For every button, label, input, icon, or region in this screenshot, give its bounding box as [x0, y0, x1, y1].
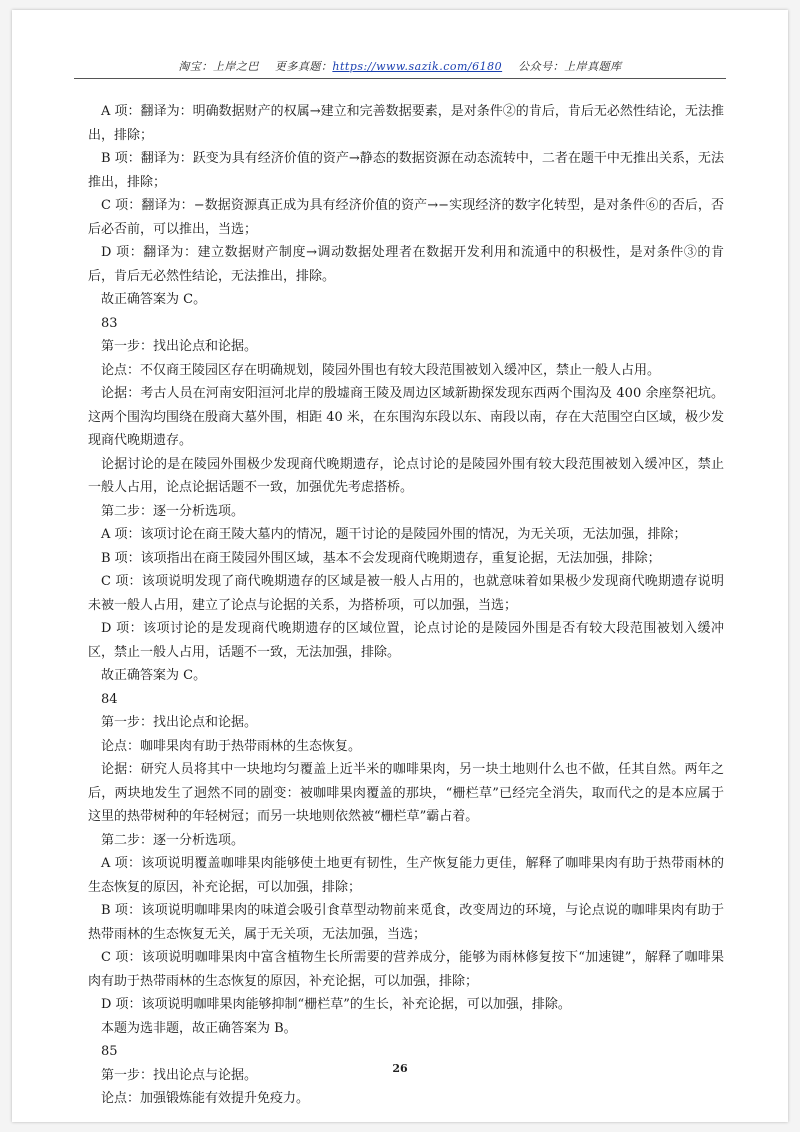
question-number: 84	[101, 691, 118, 707]
header-link[interactable]: https://www.sazik.com/6180	[332, 60, 503, 73]
paragraph: C 项：该项说明发现了商代晚期遗存的区域是被一般人占用的，也就意味着如果极少发现商代晚期遗存说明未被一般人占用，建立了论点与论据的关系，为搭桥项，可以加强，当选；	[88, 574, 724, 613]
paragraph: 第二步：逐一分析选项。	[101, 503, 245, 519]
paragraph: 论据讨论的是在陵园外围极少发现商代晚期遗存，论点讨论的是陵园外围有较大段范围被划入缓冲区，禁止一般人占用，论点论据话题不一致，加强优先考虑搭桥。	[88, 456, 724, 495]
paragraph: 论点：咖啡果肉有助于热带雨林的生态恢复。	[101, 738, 362, 754]
paragraph: 论点：不仅商王陵园区存在明确规划，陵园外围也有较大段范围被划入缓冲区，禁止一般人占用。	[101, 362, 661, 378]
question-number: 第一步：找出论点与论据。	[101, 1067, 258, 1083]
header-shop: 淘宝：上岸之巴	[178, 60, 259, 73]
paragraph: 本题为选非题，故正确答案为 B。	[101, 1020, 297, 1036]
paragraph: A 项：翻译为：明确数据财产的权属→建立和完善数据要素，是对条件②的肯后，肯后无必然性结论，无法推出，排除；	[88, 104, 724, 143]
paragraph: 论点：加强锻炼能有效提升免疫力。	[101, 1091, 310, 1106]
paragraph: 论据：研究人员将其中一块地均匀覆盖上近半米的咖啡果肉，另一块土地则什么也不做，任其自然。两年之后，两块地发生了迥然不同的剧变：被咖啡果肉覆盖的那块，“栅栏草”已经完全消失，取而代之的是本应属于这里的热带树种的年轻树冠；而另一块地则依然被“栅栏草”霸占着。	[88, 762, 724, 824]
paragraph: A 项：该项说明覆盖咖啡果肉能够使土地更有韧性，生产恢复能力更佳，解释了咖啡果肉有助于热带雨林的生态恢复的原因，补充论据，可以加强，排除；	[88, 856, 724, 895]
header-link-label: 更多真题：	[274, 60, 333, 73]
paragraph: D 项：该项说明咖啡果肉能够抑制“栅栏草”的生长，补充论据，可以加强，排除。	[101, 997, 571, 1012]
page-header	[12, 58, 788, 74]
paragraph: B 项：翻译为：跃变为具有经济价值的资产→静态的数据资源在动态流转中，二者在题干中无推出关系，无法推出，排除；	[88, 151, 724, 190]
paragraph: 故正确答案为 C。	[101, 292, 207, 307]
paragraph: D 项：该项讨论的是发现商代晚期遗存的区域位置，论点讨论的是陵园外围是否有较大段范围被划入缓冲区，禁止一般人占用，话题不一致，无法加强，排除。	[88, 621, 724, 660]
paragraph: 85	[101, 1044, 118, 1059]
paragraph: C 项：翻译为：−数据资源真正成为具有经济价值的资产→−实现经济的数字化转型，是对条件⑥的否后，否后必否前，可以推出，当选；	[88, 198, 724, 237]
paragraph: 第二步：逐一分析选项。	[101, 832, 245, 848]
paragraph: B 项：该项指出在商王陵园外围区域，基本不会发现商代晚期遗存，重复论据，无法加强，排除；	[101, 550, 661, 566]
paragraph: B 项：该项说明咖啡果肉的味道会吸引食草型动物前来觅食，改变周边的环境，与论点说的咖啡果肉有助于热带雨林的生态恢复无关，属于无关项，无法加强，当选；	[88, 903, 724, 942]
paragraph: D 项：翻译为：建立数据财产制度→调动数据处理者在数据开发利用和流通中的积极性，是对条件③的肯后，肯后无必然性结论，无法推出，排除。	[88, 245, 724, 284]
paragraph: 第一步：找出论点和论据。	[101, 339, 258, 354]
page-number: 26	[392, 1062, 408, 1075]
paragraph: 故正确答案为 C。	[101, 668, 207, 683]
header-divider	[74, 78, 726, 79]
paragraph: 第一步：找出论点和论据。	[101, 715, 258, 730]
document-body	[88, 100, 724, 1111]
paragraph: 论据：考古人员在河南安阳洹河北岸的殷墟商王陵及周边区域新勘探发现东西两个围沟及 400 余座祭祀坑。这两个围沟均围绕在殷商大墓外围，相距 40 米，在东围沟东段以东、南段以南，存在大范围空白区域，极少发现商代晚期遗存。	[88, 386, 724, 448]
paragraph: A 项：该项讨论在商王陵大墓内的情况，题干讨论的是陵园外围的情况，为无关项，无法加强，排除；	[101, 527, 687, 542]
header-gzh: 公众号：上岸真题库	[518, 60, 622, 73]
question-number: 83	[101, 315, 118, 331]
document-page	[12, 10, 788, 1122]
paragraph: C 项：该项说明咖啡果肉中富含植物生长所需要的营养成分，能够为雨林修复按下“加速键”，解释了咖啡果肉有助于热带雨林的生态恢复的原因，补充论据，可以加强，排除；	[88, 950, 724, 989]
